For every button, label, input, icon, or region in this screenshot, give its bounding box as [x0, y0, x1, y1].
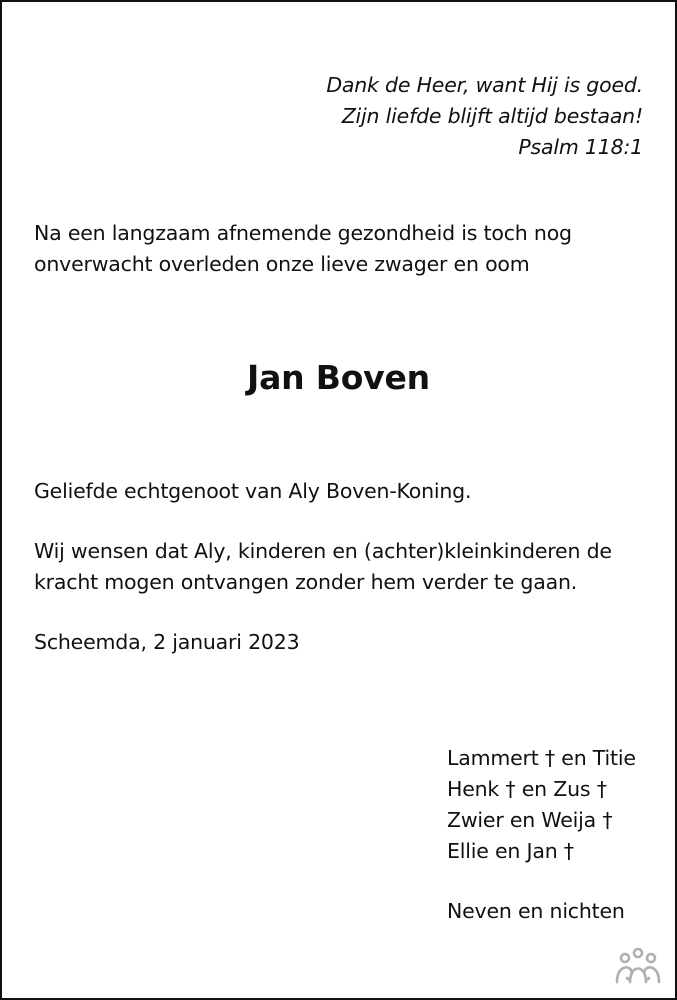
deceased-name: Jan Boven [247, 358, 430, 397]
intro-text [34, 218, 572, 280]
bible-quote [326, 70, 643, 163]
family-item: Zwier en Weija † [447, 808, 613, 832]
family-item: Ellie en Jan † [447, 839, 574, 863]
quote-line: Zijn liefde blijft altijd bestaan! [341, 104, 643, 128]
wish-line: Wij wensen dat Aly, kinderen en (achter)kleinkinderen de [34, 539, 612, 563]
intro-line: Na een langzaam afnemende gezondheid is toch nog [34, 221, 572, 245]
people-group-icon [613, 946, 663, 986]
quote-line: Dank de Heer, want Hij is goed. [326, 73, 643, 97]
wish-line: kracht mogen ontvangen zonder hem verder te gaan. [34, 570, 578, 594]
spouse-line: Geliefde echtgenoot van Aly Boven-Koning. [34, 479, 472, 503]
quote-source: Psalm 118:1 [518, 135, 643, 159]
place-date: Scheemda, 2 januari 2023 [34, 630, 300, 654]
family-list [447, 743, 636, 867]
family-item: Henk † en Zus † [447, 777, 607, 801]
intro-line: onverwacht overleden onze lieve zwager en oom [34, 252, 530, 276]
family-item: Lammert † en Titie [447, 746, 636, 770]
wish-text [34, 536, 612, 598]
family-closing: Neven en nichten [447, 899, 625, 923]
